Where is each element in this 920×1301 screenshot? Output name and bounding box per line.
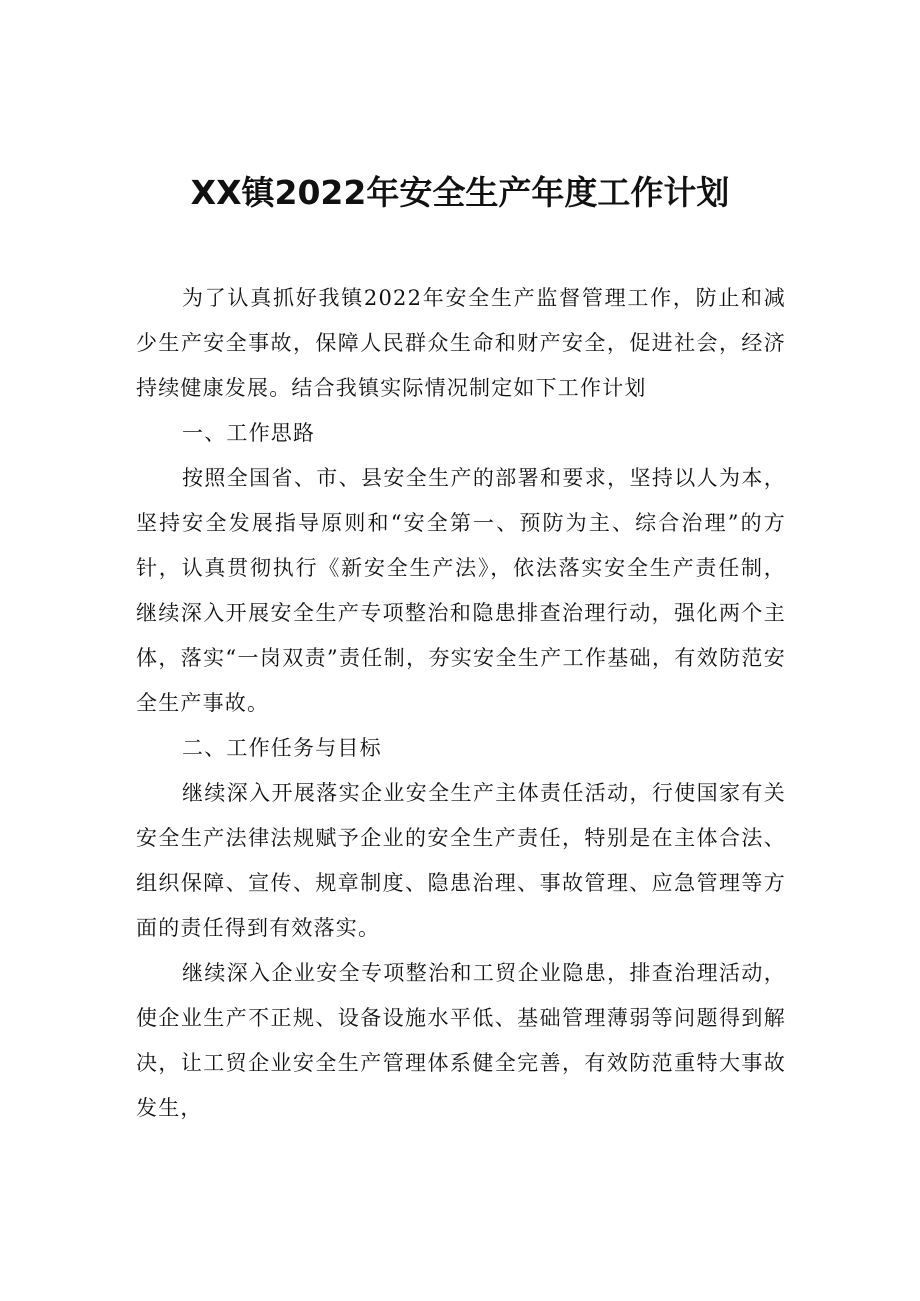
intro-paragraph: 为了认真抓好我镇2022年安全生产监督管理工作，防止和减少生产安全事故，保障人民群众生命和财产安全，促进社会，经济持续健康发展。结合我镇实际情况制定如下工作计划 [136,286,786,400]
tasks-paragraph-1: 继续深入开展落实企业安全生产主体责任活动，行使国家有关安全生产法律法规赋予企业的安全生产责任，特别是在主体合法、组织保障、宣传、规章制度、隐患治理、事故管理、应急管理等方面的责任得到有效落实。 [136,781,786,940]
document-title: XX镇2022年安全生产年度工作计划 [190,173,730,212]
tasks-paragraph-2: 继续深入企业安全专项整治和工贸企业隐患，排查治理活动，使企业生产不正规、设备设施水平低、基础管理薄弱等问题得到解决，让工贸企业安全生产管理体系健全完善，有效防范重特大事故发生， [136,961,786,1120]
document-body [136,276,786,1131]
section-heading-work-approach: 一、工作思路 [182,421,316,445]
work-approach-paragraph: 按照全国省、市、县安全生产的部署和要求，坚持以人为本，坚持安全发展指导原则和“安全第一、预防为主、综合治理”的方针，认真贯彻执行《新安全生产法》，依法落实安全生产责任制，继续深入开展安全生产专项整治和隐患排查治理行动，强化两个主体，落实“一岗双责”责任制，夯实安全生产工作基础，有效防范安全生产事故。 [136,466,786,715]
section-heading-tasks-goals: 二、工作任务与目标 [182,736,382,760]
